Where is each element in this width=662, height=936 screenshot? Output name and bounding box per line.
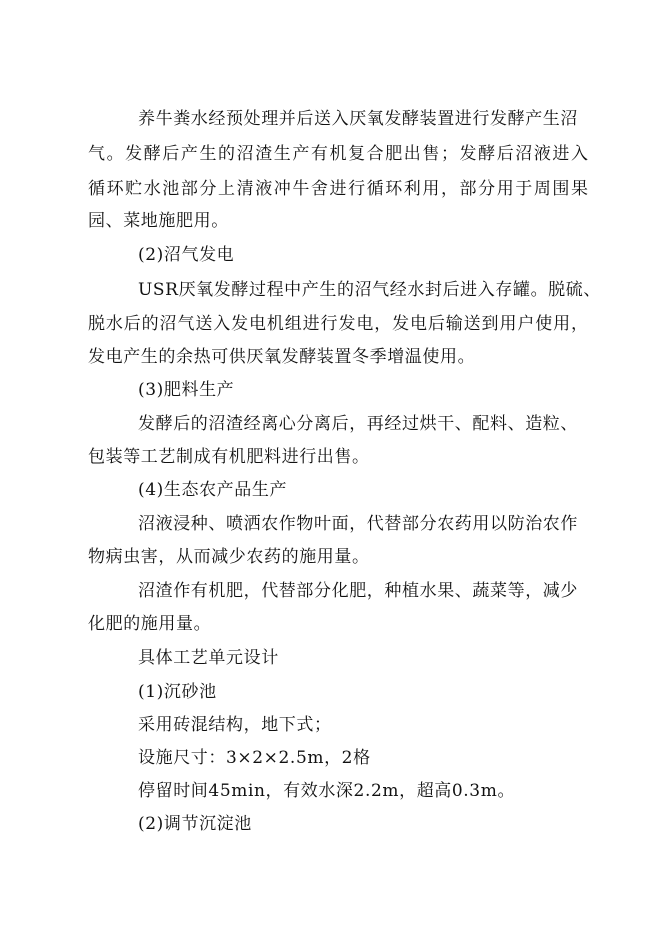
paragraph-4-line-2: 物病虫害，从而减少农药的施用量。 bbox=[88, 547, 370, 567]
paragraph-5-line-2: 化肥的施用量。 bbox=[88, 614, 212, 634]
heading-fertilizer: (3)肥料生产 bbox=[138, 380, 235, 400]
section-title: 具体工艺单元设计 bbox=[138, 648, 279, 668]
paragraph-2-line-2: 脱水后的沼气送入发电机组进行发电，发电后输送到用户使用， bbox=[88, 314, 588, 334]
paragraph-3-line-2: 包装等工艺制成有机肥料进行出售。 bbox=[88, 447, 370, 467]
paragraph-4-line-1: 沼液浸种、喷洒农作物叶面，代替部分农药用以防治农作 bbox=[138, 514, 578, 534]
heading-eco-products: (4)生态农产品生产 bbox=[138, 480, 288, 500]
paragraph-2-line-1: USR厌氧发酵过程中产生的沼气经水封后进入存罐。脱硫、 bbox=[138, 280, 601, 300]
paragraph-1-line-2: 气。发酵后产生的沼渣生产有机复合肥出售；发酵后沼液进入 bbox=[88, 144, 588, 164]
heading-biogas-power: (2)沼气发电 bbox=[138, 245, 235, 265]
paragraph-1-line-1: 养牛粪水经预处理并后送入厌氧发酵装置进行发酵产生沼 bbox=[138, 109, 578, 129]
item-retention: 停留时间45min，有效水深2.2m，超高0.3m。 bbox=[138, 781, 516, 801]
paragraph-2-line-3: 发电产生的余热可供厌氧发酵装置冬季增温使用。 bbox=[88, 347, 476, 367]
paragraph-1-line-4: 园、菜地施肥用。 bbox=[88, 211, 229, 231]
item-structure: 采用砖混结构，地下式； bbox=[138, 715, 332, 735]
item-dimensions: 设施尺寸：3×2×2.5m，2格 bbox=[138, 748, 371, 768]
paragraph-1-line-3: 循环贮水池部分上清液冲牛舍进行循环利用，部分用于周围果 bbox=[88, 179, 588, 199]
paragraph-3-line-1: 发酵后的沼渣经离心分离后，再经过烘干、配料、造粒、 bbox=[138, 414, 578, 434]
heading-grit-chamber: (1)沉砂池 bbox=[138, 682, 217, 702]
heading-regulating-tank: (2)调节沉淀池 bbox=[138, 814, 252, 834]
paragraph-5-line-1: 沼渣作有机肥，代替部分化肥，种植水果、蔬菜等，减少 bbox=[138, 581, 578, 601]
